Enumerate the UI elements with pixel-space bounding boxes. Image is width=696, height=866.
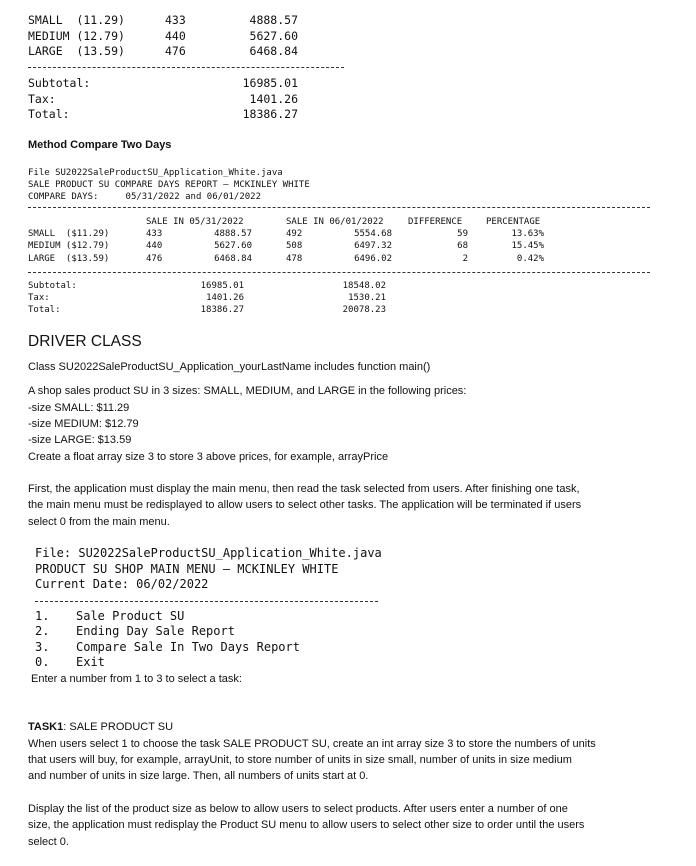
task1-paragraph-line: When users select 1 to choose the task SALE PRODUCT SU, create an int array size 3 to store the numbers of units — [28, 738, 596, 750]
size-label: MEDIUM ($12.79) — [28, 241, 110, 251]
menu-item-label: Compare Sale In Two Days Report — [76, 640, 300, 654]
total-day2: 20078.23 — [342, 305, 386, 315]
divider — [28, 67, 344, 68]
amount-day1: 5627.60 — [214, 241, 252, 251]
amount-day2: 6497.32 — [354, 241, 392, 251]
units-value: 433 — [165, 13, 186, 27]
report-title: SALE PRODUCT SU COMPARE DAYS REPORT – MCKINLEY WHITE — [28, 180, 310, 190]
amount-day1: 6468.84 — [214, 254, 252, 264]
subtotal-value: 16985.01 — [242, 76, 298, 90]
price-large: -size LARGE: $13.59 — [28, 434, 132, 446]
file-line: File SU2022SaleProductSU_Application_White.java — [28, 168, 283, 178]
menu-paragraph-line: the main menu must be redisplayed to allow users to select other tasks. The application will be terminated if users — [28, 499, 582, 511]
units-day1: 433 — [146, 229, 163, 239]
size-label: LARGE ($13.59) — [28, 254, 110, 264]
divider — [35, 601, 378, 602]
amount-value: 6468.84 — [249, 44, 298, 58]
total-value: 18386.27 — [242, 107, 298, 121]
subtotal-day2: 18548.02 — [342, 281, 386, 291]
menu-file-line: File: SU2022SaleProductSU_Application_White.java — [35, 546, 382, 560]
menu-date-line: Current Date: 06/02/2022 — [35, 577, 209, 591]
units-day2: 492 — [286, 229, 303, 239]
menu-title-line: PRODUCT SU SHOP MAIN MENU – MCKINLEY WHITE — [35, 562, 339, 576]
divider — [28, 207, 650, 208]
sizes-intro: A shop sales product SU in 3 sizes: SMALL, MEDIUM, and LARGE in the following prices: — [28, 385, 467, 397]
divider — [28, 272, 650, 273]
size-label: MEDIUM (12.79) — [28, 29, 125, 43]
menu-item-label: Exit — [76, 655, 105, 669]
header-difference: DIFFERENCE — [408, 217, 463, 227]
menu-item-number: 2. — [35, 624, 50, 638]
driver-class-heading: DRIVER CLASS — [28, 333, 142, 350]
total-day1: 18386.27 — [200, 305, 244, 315]
units-value: 440 — [165, 29, 186, 43]
task1-paragraph-line: size, the application must redisplay the Product SU menu to allow users to select other size to order until the users — [28, 819, 585, 831]
size-label: LARGE (13.59) — [28, 44, 125, 58]
size-label: SMALL ($11.29) — [28, 229, 110, 239]
price-medium: -size MEDIUM: $12.79 — [28, 418, 139, 430]
percentage-value: 13.63% — [511, 229, 544, 239]
units-day2: 478 — [286, 254, 303, 264]
amount-value: 4888.57 — [249, 13, 298, 27]
total-label: Total: — [28, 305, 61, 315]
tax-day2: 1530.21 — [348, 293, 386, 303]
method-heading: Method Compare Two Days — [28, 139, 172, 151]
menu-prompt: Enter a number from 1 to 3 to select a task: — [31, 673, 242, 685]
amount-day1: 4888.57 — [214, 229, 252, 239]
percentage-value: 0.42% — [516, 254, 544, 264]
task1-paragraph-line: that users will buy, for example, arrayUnit, to store number of units in size small, number of units in size medium — [28, 754, 572, 766]
tax-value: 1401.26 — [249, 92, 298, 106]
task1-paragraph-line: select 0. — [28, 836, 69, 848]
menu-paragraph-line: select 0 from the main menu. — [28, 516, 170, 528]
task1-title: : SALE PRODUCT SU — [63, 721, 174, 733]
amount-day2: 5554.68 — [354, 229, 392, 239]
units-day2: 508 — [286, 241, 303, 251]
array-line: Create a float array size 3 to store 3 above prices, for example, arrayPrice — [28, 451, 389, 463]
units-value: 476 — [165, 44, 186, 58]
tax-day1: 1401.26 — [206, 293, 244, 303]
difference-value: 59 — [457, 229, 468, 239]
compare-days-line: COMPARE DAYS: 05/31/2022 and 06/01/2022 — [28, 192, 261, 202]
menu-item-label: Sale Product SU — [76, 609, 185, 623]
difference-value: 68 — [457, 241, 468, 251]
menu-item-label: Ending Day Sale Report — [76, 624, 235, 638]
header-percentage: PERCENTAGE — [486, 217, 541, 227]
menu-item-number: 0. — [35, 655, 50, 669]
amount-day2: 6496.02 — [354, 254, 392, 264]
menu-item-number: 1. — [35, 609, 50, 623]
class-line: Class SU2022SaleProductSU_Application_yourLastName includes function main() — [28, 361, 431, 373]
amount-value: 5627.60 — [249, 29, 298, 43]
task1-label: TASK1 — [28, 721, 64, 733]
tax-label: Tax: — [28, 92, 56, 106]
header-sale-day1: SALE IN 05/31/2022 — [146, 217, 244, 227]
task1-paragraph-line: and number of units in size large. Then, all numbers of units start at 0. — [28, 770, 369, 782]
subtotal-label: Subtotal: — [28, 76, 91, 90]
subtotal-label: Subtotal: — [28, 281, 77, 291]
total-label: Total: — [28, 107, 70, 121]
subtotal-day1: 16985.01 — [200, 281, 244, 291]
percentage-value: 15.45% — [511, 241, 544, 251]
menu-item-number: 3. — [35, 640, 50, 654]
units-day1: 440 — [146, 241, 163, 251]
units-day1: 476 — [146, 254, 163, 264]
difference-value: 2 — [462, 254, 468, 264]
size-label: SMALL (11.29) — [28, 13, 125, 27]
price-small: -size SMALL: $11.29 — [28, 402, 130, 414]
tax-label: Tax: — [28, 293, 50, 303]
task1-heading — [28, 719, 173, 735]
task1-paragraph-line: Display the list of the product size as below to allow users to select products. After users enter a number of one — [28, 803, 568, 815]
header-sale-day2: SALE IN 06/01/2022 — [286, 217, 384, 227]
menu-paragraph-line: First, the application must display the main menu, then read the task selected from users. After finishing one task, — [28, 483, 580, 495]
